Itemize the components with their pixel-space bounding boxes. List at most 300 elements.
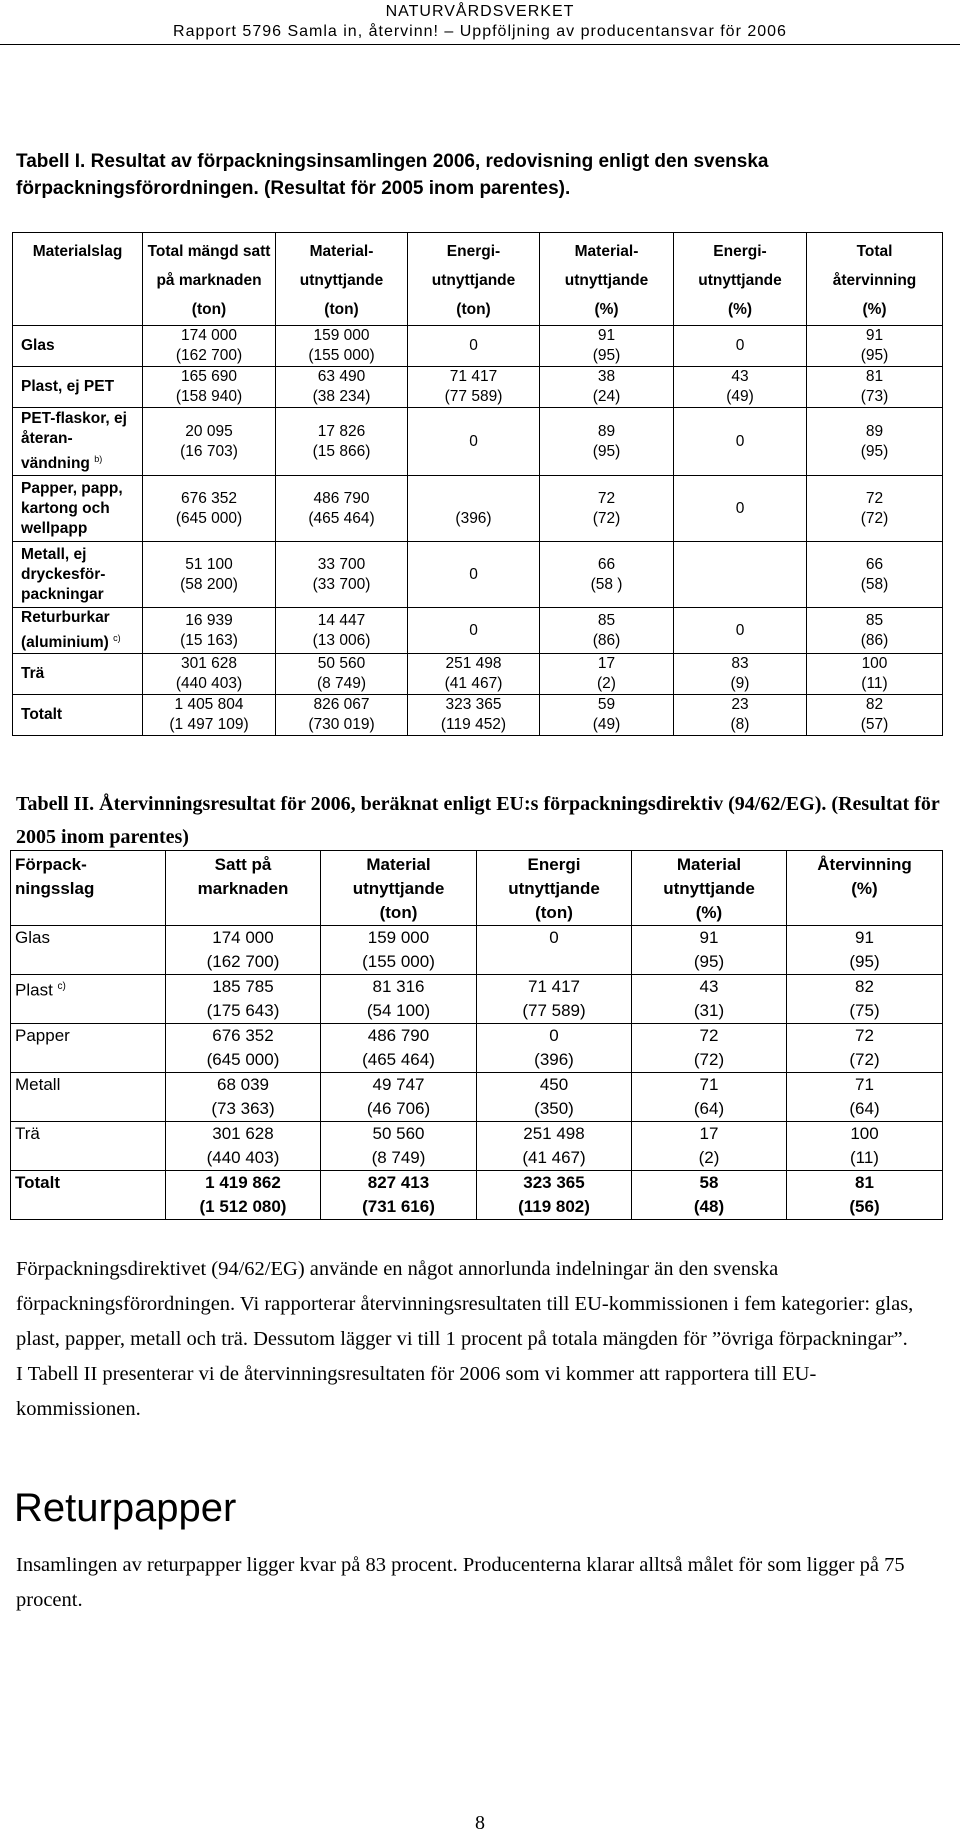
row-label-text: Trä [21,665,45,683]
value-2006: 486 790 [367,1026,430,1045]
value-2006: 63 490 [317,368,366,385]
column-header-line: Återvinning [817,855,912,874]
value-2005: (95) [693,952,725,971]
table-cell [477,1024,632,1073]
value-2006: 676 352 [212,1026,274,1045]
value-2005: (77 589) [522,1001,586,1020]
table-cell [540,326,674,367]
table1-column-header [408,233,540,326]
value-2006: 17 [699,1124,719,1143]
table1-caption: Tabell I. Resultat av förpackningsinsamlingen 2006, redovisning enligt den svenska förpackningsförordningen. (Resultat för 2005 inom parentes). [16,151,769,199]
value-2005: (158 940) [175,388,243,405]
header-rule [0,44,960,45]
table-cell [143,654,276,695]
table-cell [143,326,276,367]
table-cell [276,654,408,695]
row-label [11,1073,166,1122]
table-cell [408,654,540,695]
column-header-line: ningsslag [15,879,95,898]
table-cell [408,408,540,476]
value-2005: (15 866) [312,442,371,460]
value-2006: 91 [865,327,884,344]
column-header-line: Material- [574,243,639,260]
table2-column-header [166,851,321,926]
table-cell [787,1073,943,1122]
value-2005: (72) [693,1050,725,1069]
row-label-text: PET-flaskor, ej återan-vändning [21,409,127,473]
table-cell [540,476,674,542]
table-row [13,695,943,736]
table2-header-row [11,851,943,926]
table-cell [674,608,807,654]
table-cell [276,476,408,542]
table-cell [321,975,477,1024]
value-2005: (730 019) [308,716,375,734]
table-cell [276,367,408,408]
value-2005: (95) [860,347,889,364]
value-2006: 85 [865,611,884,629]
value-2006: 71 417 [528,977,580,996]
column-header-line: utnyttjande [431,272,516,289]
value-2006: 17 [597,655,616,673]
value-2006: 91 [699,928,719,947]
table-cell [477,926,632,975]
value-2006: 83 [731,655,749,673]
table-row [13,367,943,408]
footnote-marker: b) [94,453,103,464]
value-2005: (56) [849,1197,880,1216]
value-2005: (350) [534,1099,574,1118]
value-2006: 159 000 [367,928,430,947]
value-2006: 72 [865,489,884,507]
column-header-line: Total mängd satt [147,243,271,260]
value-2006: 0 [549,928,559,947]
value-2005: (33 700) [312,575,371,593]
value-2005: (58 ) [590,575,623,593]
table-cell [276,695,408,736]
value-2006: 450 [539,1075,569,1094]
value-2006: 0 [469,337,478,354]
column-header-line: (ton) [191,301,227,318]
table1 [12,232,943,736]
column-header-line: återvinning [832,272,917,289]
table-row [13,654,943,695]
value-2006: 89 [865,422,884,440]
column-header-line: utnyttjande [299,272,384,289]
value-2006: 159 000 [313,327,370,344]
value-2006: 827 413 [367,1173,430,1192]
table-row [13,408,943,476]
table-cell [276,608,408,654]
row-label [11,926,166,975]
value-2006: 81 [855,1173,874,1192]
table-cell [674,367,807,408]
value-2005: (64) [693,1099,725,1118]
value-2006: 23 [731,696,749,714]
value-2006: 0 [549,1026,559,1045]
value-2005: (95) [592,442,621,460]
value-2005: (155 000) [362,952,435,971]
value-2005: (77 589) [444,388,503,405]
table-cell [408,367,540,408]
value-2006: 174 000 [212,928,274,947]
table2-column-header [787,851,943,926]
value-2005: (72) [849,1050,880,1069]
value-2006: 16 939 [185,611,233,629]
row-label-text: Metall [15,1075,61,1094]
value-2005: (75) [849,1001,880,1020]
value-2006: 1 405 804 [174,696,244,714]
row-label [13,542,143,608]
table-cell [632,1171,787,1220]
table-cell [321,1122,477,1171]
value-2005: (8) [730,716,750,734]
value-2006: 91 [597,327,616,344]
value-2005: (58) [860,575,889,593]
value-2006: 486 790 [313,489,370,507]
table2-column-header [632,851,787,926]
value-2006: 14 447 [317,611,366,629]
table-cell [477,1073,632,1122]
value-2006: 0 [735,499,745,517]
table1-column-header [674,233,807,326]
table-row [11,975,943,1024]
row-label [11,1024,166,1073]
value-2005: (73 363) [211,1099,275,1118]
section-heading: Returpapper [14,1486,237,1530]
row-label [13,654,143,695]
table-cell [408,695,540,736]
column-header-line: Förpack- [15,855,87,874]
table-cell [540,367,674,408]
value-2005: (440 403) [206,1148,280,1167]
column-header-line: (%) [727,301,753,318]
table-cell [674,408,807,476]
value-2005: (645 000) [175,509,243,527]
column-header-line: (ton) [535,903,573,922]
value-2005: (46 706) [366,1099,431,1118]
value-2006: 51 100 [185,555,233,573]
table1-column-header [13,233,143,326]
table-row [13,542,943,608]
value-2006: 174 000 [180,327,238,344]
table-cell [408,608,540,654]
value-2006: 66 [597,555,616,573]
table-cell [674,476,807,542]
column-header-line: Total [856,243,893,260]
value-2005: (73) [860,388,889,405]
table-cell [807,326,943,367]
value-2006: 323 365 [445,696,502,714]
value-2006: 185 785 [212,977,274,996]
column-header-line: (%) [594,301,619,318]
table-cell [408,326,540,367]
table-cell [787,1171,943,1220]
table-cell [632,1122,787,1171]
table-cell [276,408,408,476]
row-label-text: Totalt [15,1173,61,1192]
value-2005: (645 000) [206,1050,280,1069]
table-cell [674,695,807,736]
row-label [11,1122,166,1171]
table-cell [540,408,674,476]
value-2006: 50 560 [317,655,366,673]
value-2006: 0 [469,621,478,639]
value-2006: 68 039 [217,1075,269,1094]
body-paragraph: Förpackningsdirektivet (94/62/EG) använde en något annorlunda indelningar än den svenska förpackningsförordningen. Vi rapporterar återvinningsresultaten till EU-kommissionen i fem kategorier: glas, plast, papper, metall och trä. Dessutom lägger vi till 1 procent på totala mängden för ”övriga förpackningar”. I Tabell II presenterar vi de återvinningsresultaten för 2006 som vi kommer att rapportera till EU-kommissionen. [16,1258,914,1420]
value-2005: (58 200) [180,575,238,593]
row-label-text: Glas [21,337,55,354]
value-2006: 71 417 [449,368,498,385]
value-2006: 20 095 [185,422,233,440]
table-row [11,1024,943,1073]
table-cell [632,926,787,975]
table-cell [540,695,674,736]
page-number: 8 [475,1812,485,1834]
row-label [13,695,143,736]
table-row [13,326,943,367]
column-header-line: Material- [309,243,374,260]
table-row [11,926,943,975]
value-2006: 0 [469,432,478,450]
table-cell [143,542,276,608]
table-cell [632,975,787,1024]
value-2006: 82 [865,696,884,714]
table-cell [787,1024,943,1073]
value-2005: (175 643) [206,1001,280,1020]
table1-column-header [540,233,674,326]
table-row [13,608,943,654]
table-cell [321,926,477,975]
table-cell [166,1171,321,1220]
value-2006: 72 [699,1026,719,1045]
column-header-line: utnyttjande [564,272,649,289]
row-label [11,1171,166,1220]
table-cell [166,926,321,975]
table-cell [166,1122,321,1171]
value-2006: 0 [469,565,478,583]
column-header-line: (ton) [324,301,359,318]
column-header-line: (%) [695,903,723,922]
value-2006: 100 [861,655,888,673]
value-2006: 72 [597,489,616,507]
value-2006: 38 [597,368,616,385]
table-cell [143,408,276,476]
table2-caption: Tabell II. Återvinningsresultat för 2006, beräknat enligt EU:s förpackningsdirektiv (94/62/EG). (Resultat för 2005 inom parentes) [16,793,940,848]
value-2005: (49) [592,716,621,734]
value-2005: (1 512 080) [199,1197,287,1216]
table-cell [632,1024,787,1073]
value-2005: (41 467) [444,675,503,693]
table-cell [540,542,674,608]
table-cell [143,367,276,408]
table2 [10,850,943,1220]
value-2005: (2) [597,675,616,693]
row-label [11,975,166,1024]
table-cell [674,542,807,608]
row-label-text: Glas [15,928,50,947]
table-cell [540,654,674,695]
value-2005: (95) [592,347,621,364]
section-text: Insamlingen av returpapper ligger kvar på 83 procent. Producenterna klarar alltså målet för som ligger på 75 procent. [16,1554,905,1611]
value-2006: 43 [731,368,749,385]
table-cell [408,476,540,542]
value-2005: (162 700) [206,952,280,971]
value-2005: (13 006) [312,631,371,649]
value-2005: (95) [849,952,880,971]
table-cell [477,975,632,1024]
table1-header-row [13,233,943,326]
value-2005: (15 163) [180,631,238,649]
table-cell [166,1024,321,1073]
column-header-line: Material [366,855,431,874]
value-2006: 165 690 [180,368,238,385]
value-2006: 1 419 862 [205,1173,281,1192]
value-2005: (54 100) [366,1001,431,1020]
table-cell [276,542,408,608]
table-row [11,1122,943,1171]
table-cell [674,654,807,695]
row-label-text: Returburkar (aluminium) [21,609,110,652]
column-header-line: (ton) [379,903,418,922]
value-2005: (95) [860,442,889,460]
value-2005: (38 234) [312,388,371,405]
value-2006: 49 747 [372,1075,425,1094]
table-row [11,1073,943,1122]
value-2005: (64) [849,1099,880,1118]
table-cell [807,476,943,542]
value-2006: 301 628 [180,655,238,673]
value-2006: 0 [735,621,745,639]
row-label [13,326,143,367]
value-2006: 89 [597,422,616,440]
agency-name: NATURVÅRDSVERKET [385,3,575,20]
row-label [13,608,143,654]
column-header-line: Energi- [713,243,767,260]
table-cell [276,326,408,367]
value-2005: (119 802) [518,1197,590,1216]
row-label-text: Papper [15,1026,70,1045]
row-label [13,367,143,408]
value-2005: (731 616) [362,1197,435,1216]
column-header-line: Energi [527,855,581,874]
report-title: Rapport 5796 Samla in, återvinn! – Uppföljning av producentansvar för 2006 [173,23,787,40]
value-2006: 91 [855,928,874,947]
value-2005: (16 703) [180,442,238,460]
value-2005: (9) [730,675,750,693]
column-header-line: (%) [862,301,887,318]
footnote-marker: c) [113,633,121,643]
column-header-line: på marknaden [156,272,262,289]
running-header [0,2,960,42]
column-header-line: Satt på [214,855,272,874]
table-row [11,1171,943,1220]
table-cell [477,1122,632,1171]
row-label-text: Plast, ej PET [21,378,115,395]
value-2006: 826 067 [313,696,370,714]
value-2005: (465 464) [362,1050,435,1069]
value-2006: 676 352 [180,489,238,507]
value-2005: (2) [698,1148,720,1167]
table-cell [321,1171,477,1220]
table-row [13,476,943,542]
table-cell [787,926,943,975]
value-2005: (86) [592,631,621,649]
value-2005: (11) [861,675,888,693]
value-2006: 71 [699,1075,719,1094]
column-header-line: utnyttjande [698,272,782,289]
column-header-line: utnyttjande [508,879,600,898]
table-cell [807,367,943,408]
value-2006: 0 [735,432,745,450]
column-header-line: Materialslag [32,243,123,260]
value-2006: 71 [855,1075,874,1094]
value-2005: (155 000) [308,347,375,364]
table-cell [143,476,276,542]
row-label [13,476,143,542]
table-cell [408,542,540,608]
column-header-line: Material [676,855,742,874]
row-label-text: Plast [15,980,53,1000]
value-2005: (162 700) [175,347,243,364]
table-cell [674,326,807,367]
table2-column-header [477,851,632,926]
value-2005: (41 467) [522,1148,586,1167]
table-cell [632,1073,787,1122]
value-2006: 59 [597,696,616,714]
table-cell [477,1171,632,1220]
value-2006: 43 [699,977,719,996]
value-2005: (396) [455,509,492,527]
table-cell [807,608,943,654]
table-cell [540,608,674,654]
footnote-marker: c) [57,981,66,992]
value-2005: (440 403) [175,675,243,693]
value-2006: 251 498 [445,655,502,673]
value-2006: 58 [699,1173,719,1192]
table-cell [807,654,943,695]
row-label-text: Metall, ej dryckesför-packningar [21,545,106,603]
value-2005: (24) [592,388,621,405]
table-cell [321,1073,477,1122]
value-2005: (396) [534,1050,574,1069]
column-header-line: utnyttjande [352,879,445,898]
value-2005: (8 749) [371,1148,426,1167]
table2-column-header [321,851,477,926]
row-label-text: Papper, papp, kartong och wellpapp [21,479,123,537]
value-2005: (86) [860,631,889,649]
column-header-line: marknaden [197,879,289,898]
table-cell [143,695,276,736]
row-label-text: Totalt [21,706,63,724]
value-2005: (57) [860,716,889,734]
value-2006: 72 [855,1026,874,1045]
value-2006: 81 [865,368,884,385]
value-2005: (119 452) [440,716,507,734]
table-cell [166,975,321,1024]
table-cell [166,1073,321,1122]
value-2005: (49) [726,388,754,405]
value-2005: (72) [592,509,621,527]
value-2005: (31) [693,1001,725,1020]
column-header-line: (%) [851,879,878,898]
row-label [13,408,143,476]
value-2005: (72) [860,509,889,527]
value-2005: (8 749) [316,675,367,693]
value-2005: (11) [850,1148,879,1167]
row-label-text: Trä [15,1124,40,1143]
value-2006: 85 [597,611,616,629]
